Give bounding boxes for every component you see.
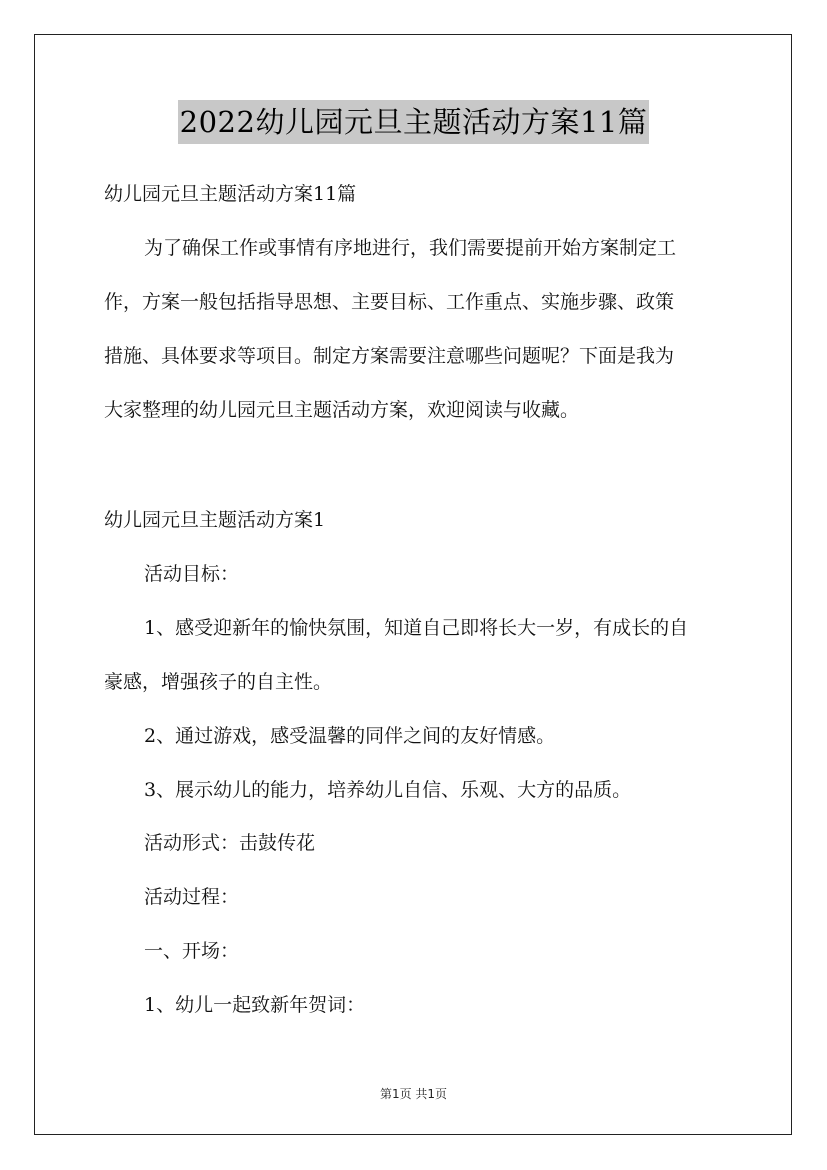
body-line-1: 活动目标： xyxy=(144,563,240,585)
page-footer: 第1页 共1页 xyxy=(379,1087,448,1101)
body-line-6: 活动形式：击鼓传花 xyxy=(144,832,316,854)
body-line-2: 1、感受迎新年的愉快氛围，知道自己即将长大一岁，有成长的自 xyxy=(144,617,689,639)
intro-line-1: 为了确保工作或事情有序地进行，我们需要提前开始方案制定工 xyxy=(144,237,677,259)
intro-line-3: 措施、具体要求等项目。制定方案需要注意哪些问题呢？下面是我为 xyxy=(104,345,675,367)
body-line-8: 一、开场： xyxy=(144,940,240,962)
document-subtitle: 幼儿园元旦主题活动方案11篇 xyxy=(104,183,357,205)
body-line-9: 1、幼儿一起致新年贺词： xyxy=(144,994,366,1016)
body-line-5: 3、展示幼儿的能力，培养幼儿自信、乐观、大方的品质。 xyxy=(144,779,632,801)
document-title: 2022幼儿园元旦主题活动方案11篇 xyxy=(178,100,650,144)
section-title: 幼儿园元旦主题活动方案1 xyxy=(104,509,326,531)
body-line-3: 豪感，增强孩子的自主性。 xyxy=(104,671,333,693)
intro-line-4: 大家整理的幼儿园元旦主题活动方案，欢迎阅读与收藏。 xyxy=(104,399,580,421)
intro-line-2: 作，方案一般包括指导思想、主要目标、工作重点、实施步骤、政策 xyxy=(104,291,675,313)
body-line-4: 2、通过游戏，感受温馨的同伴之间的友好情感。 xyxy=(144,725,556,747)
body-line-7: 活动过程： xyxy=(144,886,240,908)
